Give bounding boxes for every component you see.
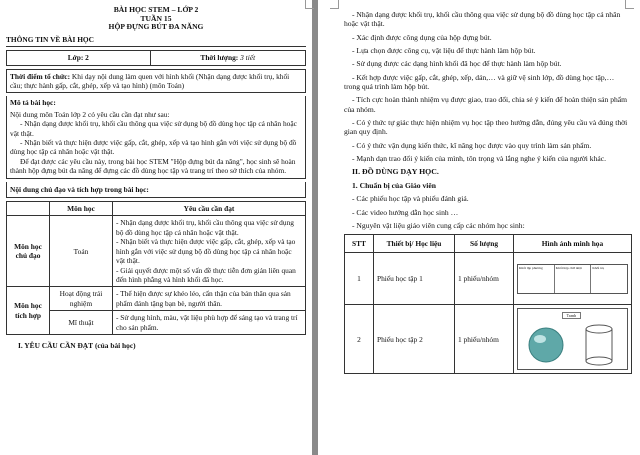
objective-line: - Có ý thức tự giác thực hiện nhiệm vụ học tập theo hướng dẫn, đúng yêu cầu và đúng thời gian quy định. xyxy=(344,117,628,137)
description-heading: Mô tả bài học: xyxy=(10,98,56,108)
grade-label: Lớp: 2 xyxy=(7,51,151,65)
main-requirements xyxy=(113,216,306,287)
requirement-header: Yêu cầu cần đạt xyxy=(113,202,306,216)
objective-line: - Có ý thức vận dụng kiến thức, kĩ năng học được vào quy trình làm sản phẩm. xyxy=(352,140,592,150)
subject-table xyxy=(6,201,306,335)
duration-label: Thời lượng: xyxy=(200,53,239,63)
requirement-item: - Nhận dạng được khối trụ, khối cầu thông qua việc sử dụng bộ đồ dùng học tập cá nhân hoặc vật thật. xyxy=(116,218,294,237)
thumb-column: Khối lập phương xyxy=(518,265,555,293)
integrated-group: Môn học tích hợp xyxy=(7,287,50,335)
row-item: Phiếu học tập 2 xyxy=(374,305,455,374)
integrated-requirement: - Sử dụng hình, màu, vật liệu phù hợp để sáng tạo và trang trí cho sản phẩm. xyxy=(113,311,306,335)
thumb-column: Khối hộp chữ nhật xyxy=(555,265,592,293)
timing-box xyxy=(6,69,306,94)
integrated-subject: Mĩ thuật xyxy=(50,311,113,335)
objective-line: - Sử dụng được các dạng hình khối đã học để thực hành làm hộp bút. xyxy=(352,59,562,69)
cylinder-top xyxy=(586,325,612,333)
objective-line: - Xác định được công dụng của hộp đựng bút. xyxy=(352,32,492,42)
row-stt: 2 xyxy=(345,305,374,374)
prep-line: - Các video hướng dẫn học sinh … xyxy=(352,207,459,217)
row-stt: 1 xyxy=(345,253,374,305)
requirement-item: - Giải quyết được một số vấn đề thực tiễn đơn giản liên quan đến hình phẳng và hình khối đã học. xyxy=(116,265,296,284)
description-line: - Nhận dạng được khối trụ, khối cầu thông qua việc sử dụng bộ đồ dùng học tập cá nhân hoặc vật thật. xyxy=(10,119,297,138)
cylinder-body xyxy=(586,329,612,361)
worksheet-1-preview xyxy=(517,264,628,294)
sphere-highlight xyxy=(534,335,546,343)
objective-line: - Mạnh dạn trao đổi ý kiến của mình, tôn trọng và lắng nghe ý kiến của người khác. xyxy=(352,153,607,163)
description-box xyxy=(6,96,306,178)
sphere-shape xyxy=(529,328,563,362)
table-row xyxy=(345,305,632,374)
objective-line: - Lựa chọn được công cụ, vật liệu để thực hành làm hộp bút. xyxy=(352,45,536,55)
row-qty: 1 phiếu/nhóm xyxy=(455,305,514,374)
table-corner xyxy=(7,202,50,216)
cylinder-bottom xyxy=(586,357,612,365)
requirement-item: - Nhận biết và thực hiện được việc gấp, cắt, ghép, xếp và tạo hình gắn với việc sử dụng bộ đồ dùng học tập cá nhân hoặc vật thật. xyxy=(116,237,296,266)
timing-label: Thời điểm tổ chức: xyxy=(10,71,71,81)
worksheet-2-preview xyxy=(517,308,628,370)
page-corner-mark xyxy=(305,0,314,9)
section-1-heading xyxy=(6,341,306,350)
description-line: - Nhận biết và thực hiện được việc gấp, cắt, ghép, xếp và tạo hình gắn với việc sử dụng bộ đồ dùng học tập cá nhân hoặc vật thật. xyxy=(10,138,297,157)
grade-duration-table xyxy=(6,50,306,65)
objective-line: - Tích cực hoàn thành nhiệm vụ được giao, trao đổi, chia sẻ ý kiến để hoàn thiện sản phẩm của nhóm. xyxy=(344,95,628,114)
duration-value: 3 tiết xyxy=(240,53,256,63)
main-subject-group: Môn học chủ đạo xyxy=(7,216,50,287)
thumb-label: Tranh xyxy=(562,312,581,319)
section-1-note: (của bài học) xyxy=(94,340,136,350)
page-corner-mark xyxy=(330,0,339,9)
document-page-2 xyxy=(318,0,640,455)
timing-text: Khi dạy nội dung làm quen với hình khối (Nhận dạng được khối trụ, khối cầu; thực hành gấp, cắt, ghép, xếp và tạo hình) (môn Toán) xyxy=(10,71,290,90)
prep-line: - Nguyên vật liệu giáo viên cung cấp các nhóm học sinh: xyxy=(352,220,525,230)
content-heading: Nội dung chủ đạo và tích hợp trong bài học: xyxy=(6,182,306,198)
image-header: Hình ảnh minh họa xyxy=(514,235,632,253)
materials-table xyxy=(344,234,632,374)
section-1-title: I. YÊU CẦU CẦN ĐẠT xyxy=(18,340,94,350)
page-corner-mark xyxy=(625,0,634,9)
lesson-title: BÀI HỌC STEM – LỚP 2 xyxy=(113,5,199,14)
sphere-cylinder-image xyxy=(524,319,628,369)
qty-header: Số lượng xyxy=(455,235,514,253)
integrated-subject: Hoạt động trải nghiệm xyxy=(50,287,113,311)
worksheet-thumbnail xyxy=(514,253,632,305)
integrated-requirement: - Thể hiện được sự khéo léo, cẩn thận của bản thân qua sản phẩm đánh tặng bạn bè, người thân. xyxy=(113,287,306,311)
lesson-topic: HỘP ĐỰNG BÚT ĐA NĂNG xyxy=(108,22,204,32)
thumb-column: Khối trụ xyxy=(592,265,605,270)
prep-line: - Các phiếu học tập và phiếu đánh giá. xyxy=(352,194,469,204)
row-item: Phiếu học tập 1 xyxy=(374,253,455,305)
info-heading: THÔNG TIN VỀ BÀI HỌC xyxy=(6,35,306,47)
item-header: Thiết bị/ Học liệu xyxy=(374,235,455,253)
description-line: Để đạt được các yêu cầu này, trong bài học STEM "Hộp đựng bút đa năng", học sinh sẽ hoàn thành hộp đựng bút đa năng để đựng các đồ dùng học tập và trang trí theo sở thích của nhóm. xyxy=(10,156,296,176)
main-subject: Toán xyxy=(50,216,113,287)
subject-header: Môn học xyxy=(50,202,113,216)
duration-cell xyxy=(150,51,305,65)
subsection-1-title: 1. Chuẩn bị của Giáo viên xyxy=(352,180,436,190)
objective-line: - Nhận dạng được khối trụ, khối cầu thông qua việc sử dụng bộ đồ dùng học tập cá nhân hoặc vật thật. xyxy=(344,10,621,29)
lesson-week: TUẦN 15 xyxy=(140,13,172,23)
section-2-title: II. ĐỒ DÙNG DẠY HỌC. xyxy=(352,167,439,177)
worksheet-thumbnail xyxy=(514,305,632,374)
table-row xyxy=(345,253,632,305)
document-page-1 xyxy=(0,0,312,455)
objective-line: - Kết hợp được việc gấp, cắt, ghép, xếp, dán,… và giữ vệ sinh lớp, đồ dùng học tập,… trong quá trình làm hộp bút. xyxy=(344,72,615,91)
stt-header: STT xyxy=(345,235,374,253)
description-line: Nội dung môn Toán lớp 2 có yêu cầu cần đạt như sau: xyxy=(10,109,170,119)
row-qty: 1 phiếu/nhóm xyxy=(455,253,514,305)
